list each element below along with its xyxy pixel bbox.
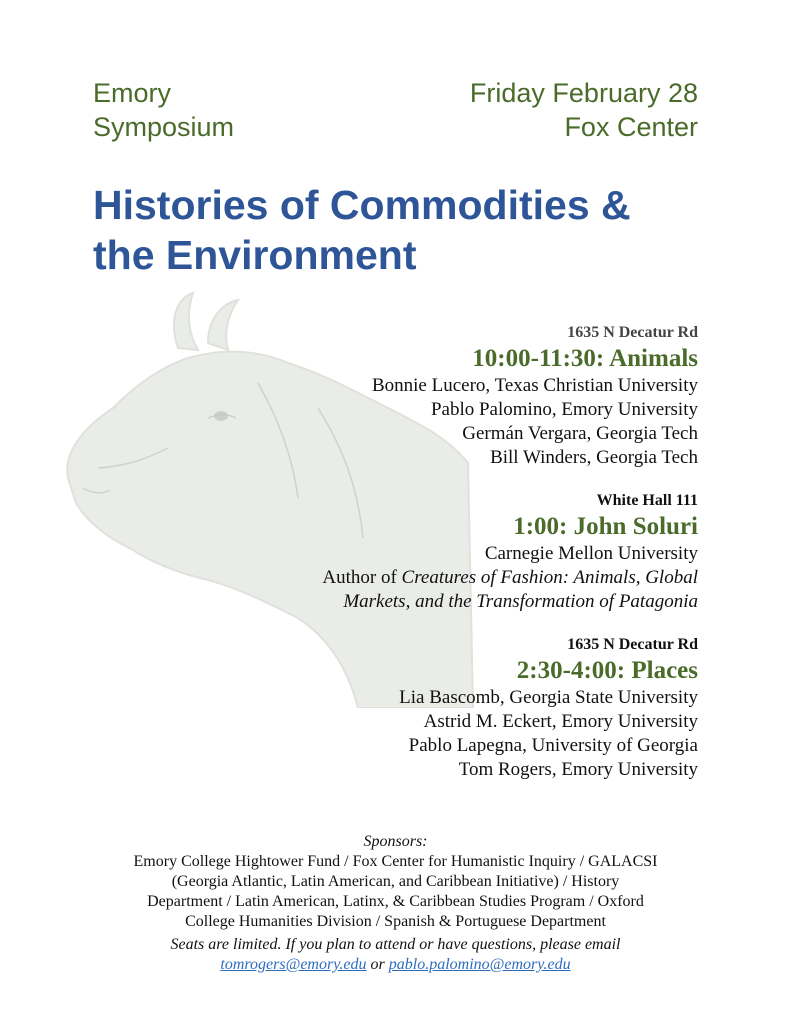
speaker-affiliation: Carnegie Mellon University: [484, 543, 698, 564]
author-prefix: Author of: [322, 567, 402, 588]
session-keynote: [138, 490, 698, 614]
speaker: Germán Vergara, Georgia Tech: [462, 423, 698, 444]
book-title-part-1: Creatures of Fashion: Animals, Global: [401, 567, 698, 588]
organizer-line-1: Emory: [93, 78, 172, 108]
email-link-palomino[interactable]: pablo.palomino@emory.edu: [388, 956, 571, 973]
title-line-2: the Environment: [93, 232, 417, 278]
title-line-1: Histories of Commodities &: [93, 182, 631, 228]
book-credit-line-1: [138, 566, 698, 590]
seating-note: Seats are limited. If you plan to attend or have questions, please email: [170, 936, 621, 953]
sponsors-label: Sponsors:: [363, 833, 428, 850]
date-location-heading: [470, 76, 698, 144]
speaker: Pablo Palomino, Emory University: [430, 399, 698, 420]
sessions-list: [138, 322, 698, 802]
session-places: [138, 634, 698, 782]
session-title: 2:30-4:00: Places: [516, 657, 698, 684]
event-place: Fox Center: [564, 112, 698, 142]
speaker: Bill Winders, Georgia Tech: [490, 447, 698, 468]
session-venue: 1635 N Decatur Rd: [567, 324, 698, 341]
email-link-tomrogers[interactable]: tomrogers@emory.edu: [220, 956, 367, 973]
speaker: Pablo Lapegna, University of Georgia: [408, 735, 698, 756]
speaker: Tom Rogers, Emory University: [458, 759, 698, 780]
sponsors-line: College Humanities Division / Spanish & Portuguese Department: [185, 913, 606, 930]
sponsors-line: (Georgia Atlantic, Latin American, and Caribbean Initiative) / History: [171, 873, 620, 890]
event-date: Friday February 28: [469, 78, 698, 108]
organizer-heading: [93, 76, 234, 144]
book-title-part-2: Markets, and the Transformation of Patagonia: [343, 591, 698, 612]
sponsors-line: Emory College Hightower Fund / Fox Center for Humanistic Inquiry / GALACSI: [133, 853, 658, 870]
book-credit-line-2: [138, 590, 698, 614]
session-venue: 1635 N Decatur Rd: [567, 636, 698, 653]
speaker: Astrid M. Eckert, Emory University: [423, 711, 698, 732]
organizer-line-2: Symposium: [93, 112, 235, 142]
or-word: or: [370, 956, 385, 973]
session-venue: White Hall 111: [596, 492, 698, 509]
session-animals: [138, 322, 698, 470]
session-title: 10:00-11:30: Animals: [472, 345, 698, 372]
speaker: Lia Bascomb, Georgia State University: [399, 687, 698, 708]
session-title: 1:00: John Soluri: [513, 513, 698, 540]
page-title: [93, 180, 713, 280]
speaker: Bonnie Lucero, Texas Christian University: [371, 375, 698, 396]
footer: [80, 832, 711, 975]
contact-emails: [80, 955, 711, 975]
sponsors-line: Department / Latin American, Latinx, & Caribbean Studies Program / Oxford: [147, 893, 644, 910]
